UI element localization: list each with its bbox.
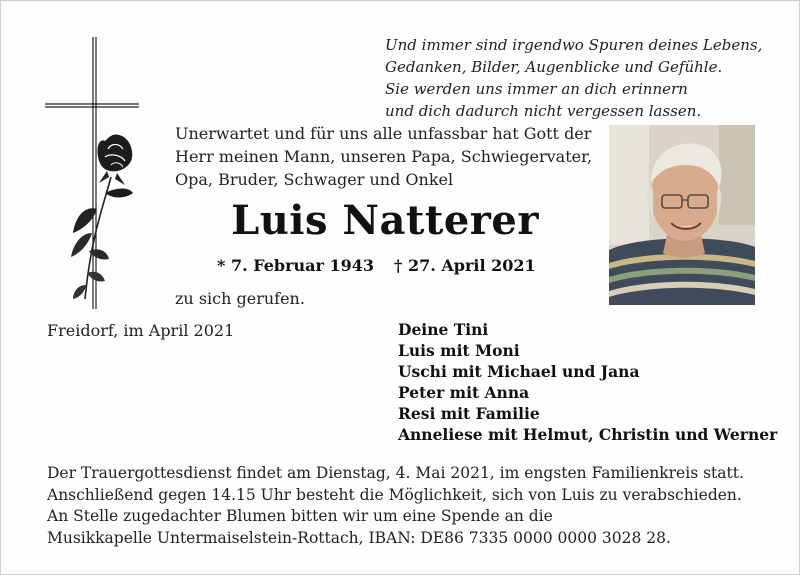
service-line: Der Trauergottesdienst findet am Dienstag, 4. Mai 2021, im engsten Familienkreis statt. (47, 464, 744, 482)
poem-line: Und immer sind irgendwo Spuren deines Lebens, (385, 36, 763, 54)
family-entry: Anneliese mit Helmut, Christin und Werner (398, 425, 778, 444)
poem-line: Sie werden uns immer an dich erinnern (385, 80, 688, 98)
family-entry: Luis mit Moni (398, 341, 520, 360)
portrait-illustration (609, 125, 755, 305)
intro-text (175, 122, 595, 191)
family-entry: Deine Tini (398, 320, 489, 339)
intro-line: Herr meinen Mann, unseren Papa, Schwiegervater, (175, 147, 593, 166)
death-date: † 27. April 2021 (394, 256, 536, 275)
life-dates (217, 256, 536, 275)
poem-line: und dich dadurch nicht vergessen lassen. (385, 102, 702, 120)
service-line: Musikkapelle Untermaiselstein-Rottach, IBAN: DE86 7335 0000 0000 3028 28. (47, 528, 671, 547)
place-date: Freidorf, im April 2021 (47, 321, 235, 340)
intro-line: Unerwartet und für uns alle unfassbar hat Gott der (175, 124, 592, 143)
family-list (398, 319, 777, 445)
service-line: Anschließend gegen 14.15 Uhr besteht die Möglichkeit, sich von Luis zu verabschieden. (47, 485, 742, 504)
cross-with-rose-icon (45, 37, 155, 309)
family-entry: Resi mit Familie (398, 404, 540, 423)
service-line: An Stelle zugedachter Blumen bitten wir um eine Spende an die (47, 507, 553, 525)
intro-line: Opa, Bruder, Schwager und Onkel (175, 170, 454, 189)
service-details (47, 463, 777, 549)
family-entry: Peter mit Anna (398, 383, 530, 402)
poem (385, 34, 785, 122)
family-entry: Uschi mit Michael und Jana (398, 362, 640, 381)
portrait-photo (609, 125, 755, 305)
birth-date: * 7. Februar 1943 (217, 256, 375, 275)
deceased-name: Luis Natterer (231, 197, 539, 244)
poem-line: Gedanken, Bilder, Augenblicke und Gefühle. (385, 58, 723, 76)
called-home-text: zu sich gerufen. (175, 289, 305, 308)
